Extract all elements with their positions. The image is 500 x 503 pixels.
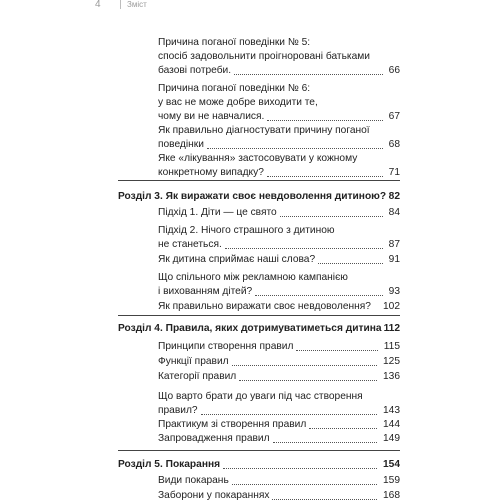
running-title: Зміст: [127, 0, 147, 9]
toc-page-number: 68: [388, 139, 400, 151]
toc-page-number: 102: [383, 301, 400, 312]
toc-entry-text: Яке «лікування» застосовувати у кожному: [158, 153, 358, 164]
toc-entry-text: конкретному випадку?: [158, 167, 264, 179]
toc-page-number: 143: [383, 405, 400, 417]
leader-dots: [255, 295, 383, 296]
toc-entry-text: Що спільного між рекламною кампанією: [158, 272, 348, 283]
toc-entry-text: Категорії правил: [158, 371, 237, 382]
running-header: [0, 0, 500, 14]
toc-entry-text: Як правильно діагностувати причину поганої: [158, 125, 370, 136]
toc-page-number: 82: [388, 191, 400, 202]
toc-page-number: 168: [383, 490, 400, 501]
leader-dots: [232, 484, 377, 485]
leader-dots: [267, 120, 383, 121]
toc-entry-text: спосіб задовольнити проігноровані батьками: [158, 51, 370, 63]
leader-dots: [309, 428, 377, 429]
leader-dots: [239, 380, 377, 381]
toc-page-number: 149: [383, 433, 400, 444]
toc-page-number: 91: [388, 254, 400, 265]
toc-entry-text: правил?: [158, 405, 198, 417]
toc-page-number: 115: [383, 341, 400, 352]
toc-page-number: 112: [383, 323, 400, 334]
section-divider: [118, 450, 400, 451]
toc-entry-text: Функції правил: [158, 356, 229, 367]
toc-page-number: 84: [388, 207, 400, 218]
toc-entry-text: Принципи створення правил: [158, 341, 294, 352]
toc-page-number: 136: [383, 371, 400, 382]
section-divider: [118, 315, 400, 316]
header-divider: [120, 0, 121, 9]
toc-entry-text: поведінки: [158, 139, 204, 151]
toc-entry-text: Розділ 5. Покарання: [118, 459, 221, 470]
leader-dots: [223, 468, 377, 469]
toc-entry-text: Підхід 1. Діти — це свято: [158, 207, 277, 218]
toc-entry-text: Що варто брати до уваги під час створення: [158, 391, 363, 402]
toc-entry-text: не станеться.: [158, 239, 222, 251]
page-number: 4: [95, 0, 101, 10]
leader-dots: [225, 248, 383, 249]
toc-entry-text: і вихованням дітей?: [158, 286, 253, 298]
leader-dots: [280, 216, 383, 217]
leader-dots: [234, 74, 383, 75]
section-divider: [118, 180, 400, 181]
toc-entry-text: Запровадження правил: [158, 433, 270, 444]
toc-page-number: 66: [388, 65, 400, 77]
toc-page-number: 87: [388, 239, 400, 251]
toc-page-number: 71: [388, 167, 400, 179]
toc-entry-text: Види покарань: [158, 475, 229, 486]
toc-page-number: 144: [383, 419, 400, 430]
toc-page-number: 159: [383, 475, 400, 486]
leader-dots: [296, 350, 378, 351]
leader-dots: [232, 365, 377, 366]
toc-page-number: 93: [388, 286, 400, 298]
leader-dots: [207, 148, 383, 149]
toc-page-number: 125: [383, 356, 400, 367]
leader-dots: [318, 263, 383, 264]
toc-entry-text: у вас не може добре виходити те,: [158, 97, 318, 109]
leader-dots: [201, 414, 377, 415]
toc-entry-text: Заборони у покараннях: [158, 490, 270, 501]
leader-dots: [267, 176, 383, 177]
toc-page-number: 154: [383, 459, 400, 470]
toc-entry-text: Як дитина сприймає наші слова?: [158, 254, 316, 265]
toc-entry-text: Розділ 4. Правила, яких дотримуватиметься дитина: [118, 323, 382, 334]
toc-entry-text: базові потреби.: [158, 65, 232, 77]
toc-page-number: 67: [388, 111, 400, 123]
leader-dots: [273, 442, 377, 443]
toc-entry-text: Причина поганої поведінки № 5:: [158, 37, 311, 48]
toc-entry-text: Причина поганої поведінки № 6:: [158, 83, 311, 94]
toc-entry-text: Практикум зі створення правил: [158, 419, 307, 430]
toc-entry-text: чому ви не навчалися.: [158, 111, 265, 123]
toc-entry-text: Розділ 3. Як виражати своє невдоволення дитиною?: [118, 191, 387, 202]
toc-entry-text: Підхід 2. Нічого страшного з дитиною: [158, 225, 335, 236]
toc-entry-text: Як правильно виражати своє невдоволення?: [158, 301, 371, 312]
